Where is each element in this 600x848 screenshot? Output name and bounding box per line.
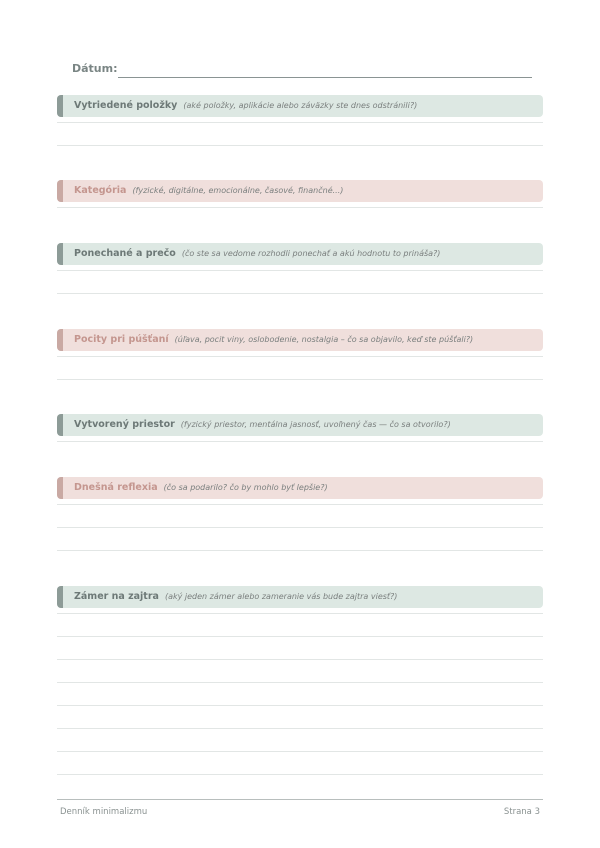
date-label: Dátum: — [72, 62, 118, 75]
section-header-space — [57, 414, 543, 436]
writing-line[interactable] — [57, 293, 543, 294]
section-hint: (fyzický priestor, mentálna jasnosť, uvoľnený čas — čo sa otvorilo?) — [180, 420, 451, 429]
writing-line[interactable] — [57, 527, 543, 528]
writing-line[interactable] — [57, 659, 543, 660]
writing-line[interactable] — [57, 774, 543, 775]
section-header-sorted-items — [57, 95, 543, 117]
section-title: Ponechané a prečo (čo ste sa vedome rozhodli ponechať a akú hodnotu to prináša?) — [74, 248, 441, 259]
section-header-feelings — [57, 329, 543, 351]
writing-line[interactable] — [57, 207, 543, 208]
section-hint: (aký jeden zámer alebo zameranie vás bude zajtra viesť?) — [164, 592, 398, 601]
writing-line[interactable] — [57, 613, 543, 614]
section-hint: (čo sa podarilo? čo by mohlo byť lepšie?) — [163, 483, 328, 492]
writing-line[interactable] — [57, 751, 543, 752]
writing-line[interactable] — [57, 441, 543, 442]
footer-divider — [57, 799, 543, 800]
section-title: Vytvorený priestor (fyzický priestor, mentálna jasnosť, uvoľnený čas — čo sa otvorilo?) — [74, 419, 451, 430]
section-title: Zámer na zajtra (aký jeden zámer alebo zameranie vás bude zajtra viesť?) — [74, 591, 398, 602]
section-accent-bar — [57, 329, 63, 351]
writing-line[interactable] — [57, 356, 543, 357]
section-accent-bar — [57, 586, 63, 608]
writing-line[interactable] — [57, 705, 543, 706]
writing-line[interactable] — [57, 379, 543, 380]
date-row — [72, 62, 532, 80]
section-accent-bar — [57, 414, 63, 436]
writing-line[interactable] — [57, 550, 543, 551]
section-title: Kategória (fyzické, digitálne, emocionálne, časové, finančné...) — [74, 185, 344, 196]
section-hint: (aké položky, aplikácie alebo záväzky ste dnes odstránili?) — [183, 101, 418, 110]
date-line[interactable] — [118, 77, 532, 78]
section-hint: (čo ste sa vedome rozhodli ponechať a akú hodnotu to prináša?) — [181, 249, 441, 258]
section-hint: (fyzické, digitálne, emocionálne, časové, finančné...) — [132, 186, 344, 195]
footer-journal-title: Denník minimalizmu — [60, 807, 148, 817]
section-header-kept — [57, 243, 543, 265]
writing-line[interactable] — [57, 504, 543, 505]
writing-line[interactable] — [57, 682, 543, 683]
writing-line[interactable] — [57, 145, 543, 146]
writing-line[interactable] — [57, 270, 543, 271]
section-hint: (úľava, pocit viny, oslobodenie, nostalgia – čo sa objavilo, keď ste púšťali?) — [174, 335, 474, 344]
section-header-reflection — [57, 477, 543, 499]
writing-line[interactable] — [57, 636, 543, 637]
section-accent-bar — [57, 477, 63, 499]
section-accent-bar — [57, 180, 63, 202]
section-accent-bar — [57, 243, 63, 265]
section-header-category — [57, 180, 543, 202]
section-accent-bar — [57, 95, 63, 117]
writing-line[interactable] — [57, 122, 543, 123]
section-header-intention — [57, 586, 543, 608]
writing-line[interactable] — [57, 728, 543, 729]
section-title: Vytriedené položky (aké položky, aplikácie alebo záväzky ste dnes odstránili?) — [74, 100, 418, 111]
footer-page-number: Strana 3 — [503, 807, 540, 817]
section-title: Dnešná reflexia (čo sa podarilo? čo by mohlo byť lepšie?) — [74, 482, 328, 493]
section-title: Pocity pri púšťaní (úľava, pocit viny, oslobodenie, nostalgia – čo sa objavilo, keď ste púšťali?) — [74, 334, 474, 345]
